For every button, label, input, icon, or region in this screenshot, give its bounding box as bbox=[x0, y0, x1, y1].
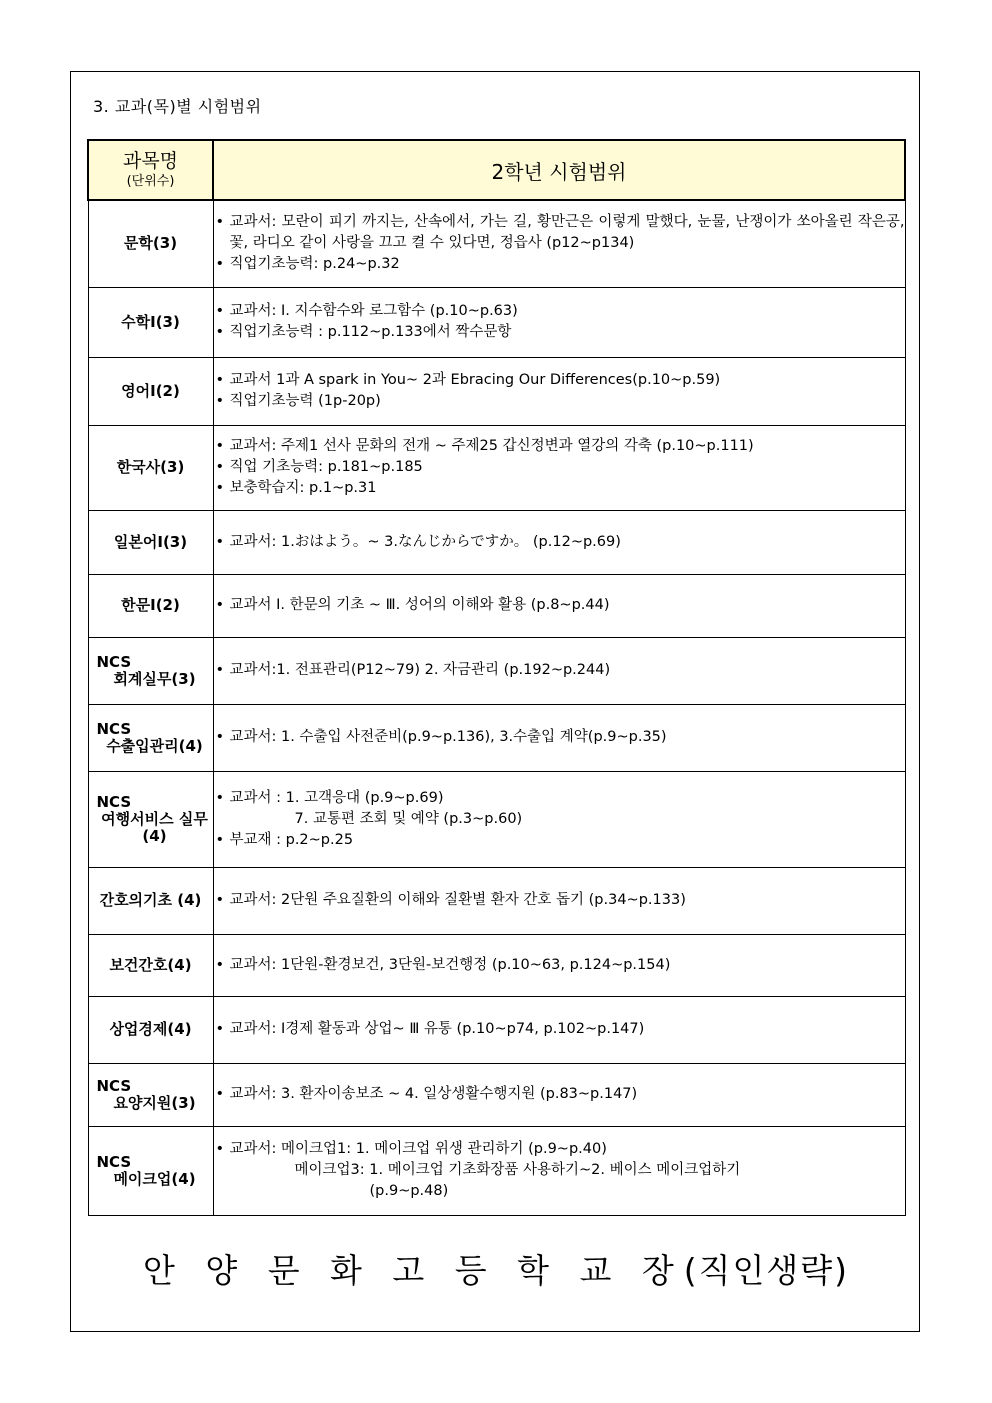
range-item bbox=[214, 1084, 905, 1105]
range-cell bbox=[213, 357, 905, 425]
subject-name: 간호의기초 (4) bbox=[99, 891, 202, 909]
principal-name: 안 양 문 화 고 등 학 교 장 bbox=[142, 1251, 684, 1290]
range-cell bbox=[213, 704, 905, 771]
range-item-continuation: (p.9~p.48) bbox=[369, 1183, 449, 1199]
range-list bbox=[214, 1139, 905, 1202]
subject-name: 한국사(3) bbox=[116, 458, 185, 476]
range-item-text: 교과서: 메이크업1: 1. 메이크업 위생 관리하기 (p.9~p.40) bbox=[229, 1141, 607, 1157]
range-item bbox=[214, 660, 905, 681]
subject-cell bbox=[88, 996, 213, 1063]
range-item-text: 교과서 Ⅰ. 한문의 기초 ~ Ⅲ. 성어의 이해와 활용 (p.8~p.44) bbox=[229, 597, 610, 613]
subject-cell bbox=[88, 704, 213, 771]
range-cell bbox=[213, 287, 905, 357]
subject-cell bbox=[88, 934, 213, 996]
subject-cell bbox=[88, 287, 213, 357]
range-list bbox=[214, 1084, 905, 1105]
subject-name: 문학(3) bbox=[123, 234, 178, 253]
range-item-text: 교과서: 2단원 주요질환의 이해와 질환별 환자 간호 돕기 (p.34~p.133) bbox=[229, 892, 686, 908]
subject-cell bbox=[88, 200, 213, 287]
range-cell bbox=[213, 1126, 905, 1215]
table-row bbox=[88, 510, 905, 574]
subject-name: 영어Ⅰ(2) bbox=[121, 381, 180, 400]
range-item-text: 직업기초능력 (1p-20p) bbox=[229, 393, 381, 409]
range-item-text: 직업기초능력: p.24~p.32 bbox=[229, 256, 400, 273]
range-item bbox=[214, 595, 905, 616]
subject-cell bbox=[88, 771, 213, 867]
subject-name: 요양지원(3) bbox=[113, 1093, 196, 1112]
table-body bbox=[88, 200, 905, 1215]
range-item bbox=[214, 830, 905, 851]
range-list bbox=[214, 301, 905, 343]
subject-name: 수출입관리(4) bbox=[106, 736, 203, 755]
table-row bbox=[88, 934, 905, 996]
range-item-text: 교과서: Ⅰ경제 활동과 상업~ Ⅲ 유통 (p.10~p74, p.102~p.147) bbox=[229, 1021, 645, 1037]
range-item-text: 교과서: 1. 수출입 사전준비(p.9~p.136), 3.수출입 계약(p.9~p.35) bbox=[229, 729, 667, 745]
range-list bbox=[214, 890, 905, 911]
range-cell bbox=[213, 1063, 905, 1126]
subject-name: 한문Ⅰ(2) bbox=[121, 596, 180, 614]
range-item bbox=[214, 254, 905, 275]
range-item-text: 교과서 : 1. 고객응대 (p.9~p.69) bbox=[229, 789, 444, 806]
subject-cell bbox=[88, 637, 213, 704]
range-item bbox=[214, 1019, 905, 1040]
range-item-text: 교과서 1과 A spark in You~ 2과 Ebracing Our Differences(p.10~p.59) bbox=[229, 372, 721, 388]
exam-range-table bbox=[87, 139, 906, 1216]
range-list bbox=[214, 1019, 905, 1040]
range-item bbox=[214, 532, 905, 553]
range-list bbox=[214, 955, 905, 976]
subject-cell bbox=[88, 1126, 213, 1215]
range-item bbox=[214, 370, 905, 391]
subject-name: 여행서비스 실무(4) bbox=[101, 809, 208, 845]
range-list bbox=[214, 788, 905, 851]
range-cell bbox=[213, 510, 905, 574]
range-item-continuation: 7. 교통편 조회 및 예약 (p.3~p.60) bbox=[294, 810, 523, 827]
table-row bbox=[88, 771, 905, 867]
range-item-text: 교과서: Ⅰ. 지수함수와 로그함수 (p.10~p.63) bbox=[229, 303, 518, 319]
seal-omitted-note: (직인생략) bbox=[683, 1251, 850, 1290]
range-list bbox=[214, 370, 905, 412]
range-item bbox=[214, 212, 905, 254]
range-cell bbox=[213, 637, 905, 704]
table-row bbox=[88, 200, 905, 287]
ncs-tag: NCS bbox=[96, 719, 132, 738]
range-item bbox=[214, 301, 905, 322]
range-item-text: 보충학습지: p.1~p.31 bbox=[229, 480, 377, 496]
range-list bbox=[214, 727, 905, 748]
range-item bbox=[214, 457, 905, 478]
table-row bbox=[88, 1063, 905, 1126]
table-row bbox=[88, 574, 905, 637]
range-header: 2학년 시험범위 bbox=[213, 140, 905, 200]
subject-cell bbox=[88, 867, 213, 934]
range-item bbox=[214, 890, 905, 911]
ncs-tag: NCS bbox=[96, 652, 132, 671]
range-cell bbox=[213, 996, 905, 1063]
range-item bbox=[214, 391, 905, 412]
ncs-tag: NCS bbox=[96, 1076, 132, 1095]
section-title: 3. 교과(목)별 시험범위 bbox=[93, 97, 262, 116]
table-header-row bbox=[88, 140, 905, 200]
subject-cell bbox=[88, 425, 213, 510]
subject-cell bbox=[88, 510, 213, 574]
range-item-text: 교과서:1. 전표관리(P12~79) 2. 자금관리 (p.192~p.244) bbox=[229, 662, 611, 678]
range-item bbox=[214, 727, 905, 748]
range-cell bbox=[213, 771, 905, 867]
subject-name: 상업경제(4) bbox=[109, 1020, 192, 1038]
range-item-text: 교과서: 모란이 피기 까지는, 산속에서, 가는 길, 황만근은 이렇게 말했다, 눈물, 난쟁이가 쏘아올린 작은공, 꽃, 라디오 같이 사랑을 끄고 켤 수 있다면, 정읍사 (p12~p134) bbox=[229, 214, 905, 252]
range-item bbox=[214, 478, 905, 499]
subject-cell bbox=[88, 574, 213, 637]
range-cell bbox=[213, 200, 905, 287]
range-list bbox=[214, 436, 905, 499]
subject-name: 보건간호(4) bbox=[109, 955, 192, 974]
subject-header-label: 과목명 bbox=[122, 150, 179, 172]
range-item bbox=[214, 955, 905, 976]
range-cell bbox=[213, 574, 905, 637]
table-row bbox=[88, 425, 905, 510]
table-row bbox=[88, 357, 905, 425]
range-list bbox=[214, 660, 905, 681]
table-row bbox=[88, 996, 905, 1063]
table-row bbox=[88, 637, 905, 704]
signature-line bbox=[0, 1245, 992, 1292]
range-list bbox=[214, 212, 905, 275]
table-row bbox=[88, 287, 905, 357]
subject-cell bbox=[88, 1063, 213, 1126]
range-item-text: 직업기초능력 : p.112~p.133에서 짝수문항 bbox=[229, 324, 512, 340]
subject-name: 회계실무(3) bbox=[113, 669, 196, 688]
range-cell bbox=[213, 934, 905, 996]
subject-header bbox=[88, 140, 213, 200]
range-list bbox=[214, 532, 905, 553]
table-row bbox=[88, 867, 905, 934]
range-cell bbox=[213, 425, 905, 510]
range-cell bbox=[213, 867, 905, 934]
range-item-text: 교과서: 1단원-환경보건, 3단원-보건행정 (p.10~63, p.124~p.154) bbox=[229, 956, 671, 973]
range-item-text: 교과서: 3. 환자이송보조 ~ 4. 일상생활수행지원 (p.83~p.147) bbox=[229, 1086, 638, 1102]
subject-header-units: (단위수) bbox=[126, 174, 175, 189]
range-item-text: 직업 기초능력: p.181~p.185 bbox=[229, 459, 423, 475]
subject-cell bbox=[88, 357, 213, 425]
range-item-text: 부교재 : p.2~p.25 bbox=[229, 831, 354, 848]
range-item bbox=[214, 322, 905, 343]
ncs-tag: NCS bbox=[96, 1152, 132, 1171]
subject-name: 일본어Ⅰ(3) bbox=[113, 532, 188, 551]
range-item-text: 교과서: 1.おはよう。~ 3.なんじからですか。 (p.12~p.69) bbox=[229, 533, 621, 550]
range-item bbox=[214, 788, 905, 830]
range-list bbox=[214, 595, 905, 616]
range-item-text: 교과서: 주제1 선사 문화의 전개 ~ 주제25 갑신정변과 열강의 각축 (p.10~p.111) bbox=[229, 438, 754, 454]
table-row bbox=[88, 704, 905, 771]
subject-name: 수학Ⅰ(3) bbox=[121, 312, 180, 331]
range-item-continuation: 메이크업3: 1. 메이크업 기초화장품 사용하기~2. 베이스 메이크업하기 bbox=[294, 1162, 741, 1178]
ncs-tag: NCS bbox=[96, 792, 132, 811]
subject-name: 메이크업(4) bbox=[113, 1169, 196, 1188]
range-item bbox=[214, 436, 905, 457]
range-item bbox=[214, 1139, 905, 1202]
table-row bbox=[88, 1126, 905, 1215]
